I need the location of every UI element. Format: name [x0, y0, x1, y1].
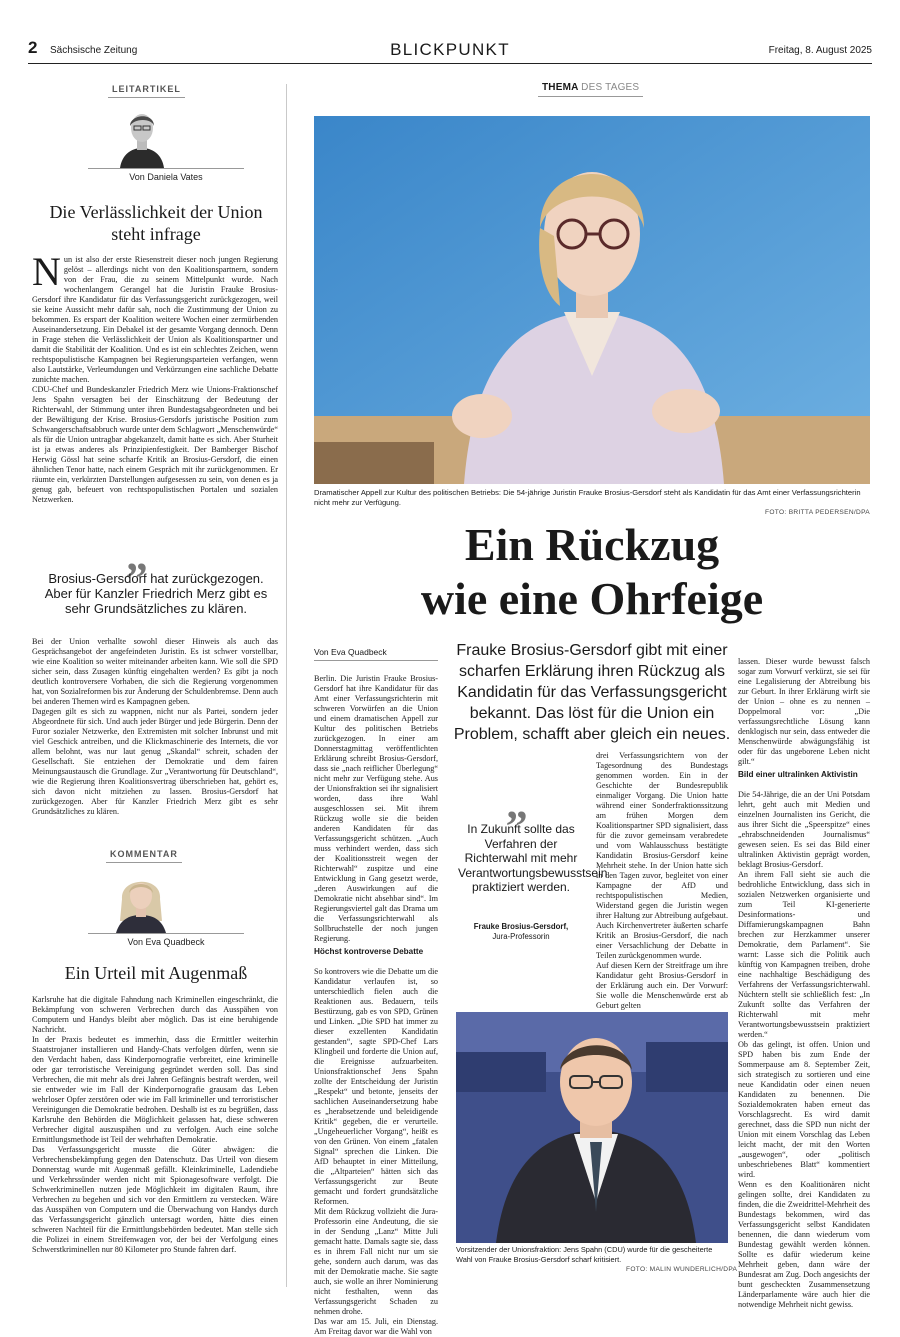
kommentar-kicker: KOMMENTAR	[106, 849, 182, 863]
spahn-photo-credit: FOTO: MALIN WUNDERLICH/DPA	[626, 1266, 738, 1273]
article-column-2: drei Verfassungsrichtern von der Tagesordnung des Bundestags genommen worden. Ein in der Geschichte der Bundesrepublik einmaliger Vorgang. Die Union hatte während einer Sonderfraktionssitzung am frühen Morgen dem Koalitionspartner SPD signalisiert, dass für die zuvor gemeinsam verabredete und vom Wahlausschuss bestätigte Kandidatin Brosius-Gersdorf keine Mehrheit stehe. In der Union hatte sich in den Tagen zuvor, begleitet von einer Kampagne der AfD und rechtspopulistischen Medien, Widerstand gegen die Juristin wegen ihrer Haltung zur Abtreibung aufgebaut. Auch Kirchenvertreter äußerten scharfe Kritik an Brosius-Gersdorf, die nach einer Versachlichung der Debatte in Teilen zurückgenommen wurde. Auf diesen Kern der Streitfrage um ihre Kandidatur geht Brosius-Gersdorf in der Erklärung auch ein. Der Vorwurf: Sie wolle die Menschenwürde erst ab Geburt gelten	[596, 751, 728, 1010]
main-photo-credit: FOTO: BRITTA PEDERSEN/DPA	[765, 509, 870, 516]
thema-kicker-1: THEMA	[542, 82, 579, 93]
article-col1-text-b: So kontrovers wie die Debatte um die Kandidatur verlaufen ist, so unterschiedlich fielen auch die Reaktionen aus. Bedauern, teils Bestürzung, gab es von SPD, Grünen und Linken. „Die SPD hat immer zu dieser exzellenten Kandidatin gestanden“, sagte SPD-Chef Lars Klingbeil und forderte die Union auf, die Ereignisse aufzuarbeiten. Unionsfraktionschef Jens Spahn zollte der Entscheidung der Juristin „Respekt“ und betonte, jenseits der sachlichen Auseinandersetzung habe es „herabsetzende und beleidigende Kritik“ gegeben, die er verurteile. „Ungeheuerlicher Vorgang“, heißt es von den Grünen. Von einem „fatalen Signal“ sprechen die Linken. Die AfD behauptet in einer Mitteilung, die „Altparteien“ hätten sich das Verfassungsgericht zur Beute gemacht und fordert grundsätzliche Reformen. Mit dem Rückzug vollzieht die Jura-Professorin eine Andeutung, die sie in der Sendung „Lanz“ Mitte Juli gemacht hatte. Damals sagte sie, dass es in ihrem Fall nicht nur um sie gehe, sondern auch darum, was das mit der Demokratie mache. Sie sagte auch, sie wolle an ihrer Nominierung nicht festhalten, wenn das Verfassungsgericht Schaden zu nehmen drohe. Das war am 15. Juli, ein Dienstag. Am Freitag davor war die Wahl von	[314, 967, 438, 1336]
article-column-1	[314, 664, 438, 1336]
portrait-rule	[88, 168, 244, 169]
main-headline-line-2: wie eine Ohrfeige	[420, 573, 764, 624]
masthead	[28, 36, 872, 64]
quote-mark-icon: „	[126, 531, 145, 580]
leitartikel-body-1: Nun ist also der erste Riesenstreit dieser noch jungen Regierung gelöst – allerdings nicht von den Koalitionspartnern, sondern von der Frau, die zu seinem Mittelpunkt wurde. Nach wochenlangem Gerangel hat die Juristin Frauke Brosius-Gersdorf ihre Kandidatur für das Verfassungsgericht zurückgezogen, weil sie keine Aussicht mehr dafür sah, noch die Zustimmung der Union zu bekommen. Es erspart der Koalition weitere Wochen einer zermürbenden Auseinandersetzung. Ein Debakel ist der gesamte Vorgang dennoch. Denn in Frage stehen die Verlässlichkeit der Union als Koalitionspartner und damit die Stabilität der Koalition. Und es ist ein schlechtes Zeichen, wenn rechtspopulistische Kampagnen bei Regierungsparteien verfangen, wenn also Lautstärke, Verleumdungen und Verkürzungen eine sachliche Debatte zunichte machen. CDU-Chef und Bundeskanzler Friedrich Merz wie Unions-Fraktionschef Jens Spahn versagten bei der Einschätzung der Bedeutung der Richterwahl, der Stimmung unter ihren Bundestagsabgeordneten und bei der Bewältigung der Krise. Brosius-Gersdorfs juristische Position zum Schwangerschaftsabbruch wurde unter dem Schlagwort „Menschenwürde“ als für die Union untragbar abgekanzelt, damit hatte es sich. Aber Sturheit ist ja etwas anderes als Prinzipienfestigkeit. Der Bamberger Bischof Herwig Gössl hat seine scharfe Kritik an Brosius-Gersdorf, die einen ähnlichen Tenor hatte, nach einem Gespräch mit ihr zurückgenommen. Er räumte ein, verkürzten Darstellungen aufgesessen zu sein, von denen es ja genug gab, befeuert von rechtspopulistischen Portalen und sozialen Netzwerken.	[32, 249, 278, 504]
leitartikel-headline: Die Verlässlichkeit der Union steht infrage	[49, 202, 263, 244]
main-headline	[314, 518, 870, 626]
spahn-photo-caption: Vorsitzender der Unionsfraktion: Jens Spahn (CDU) wurde für die gescheiterte Wahl von Frauke Brosius-Gersdorf scharf kritisiert.	[456, 1245, 713, 1264]
kommentar-body: Karlsruhe hat die digitale Fahndung nach Kriminellen eingeschränkt, die Bekämpfung von schweren Verbrechen durch das Ausspähen von Computern und Handys bleibt aber möglich. Das ist eine beruhigende Nachricht. In der Praxis bedeutet es immerhin, dass die Ermittler weiterhin Staatstrojaner installieren und Handy-Chats verfolgen dürfen, wenn sie den Verdacht haben, dass Kinderpornografie verbreitet, eine kriminelle oder gar terroristische Vereinigung gegründet werden soll. Das sind Verbrechen, die mit mehr als drei Jahren Gefängnis bestraft werden, weil sie entweder wie im Fall der Kinderpornografie grausam das Leben wehrloser Opfer zerstören oder wie im Fall krimineller und terroristischer Vereinigungen die Demokratie bedrohen. Deshalb ist es zu begrüßen, dass Karlsruhe den Behörden die Möglichkeit gelassen hat, diese schweren Verbrecher digital auszuspähen und zu verfolgen. Auch eine solche Ermittlungsmethode ist Teil der wehrhaften Demokratie. Das Verfassungsgericht musste die Güter abwägen: die Verbrechensbekämpfung gegen den Datenschutz. Das Urteil von diesem Donnerstag wurde mit Augenmaß gefällt. Kleinkriminelle, Ladendiebe und Verkehrssünder werden nicht mit Spionagesoftware verfolgt. Die Schwerkriminellen nutzen jede Möglichkeit im digitalen Raum, ihre Verbrechen zu begehen und sich vor den Ermittlern zu verstecken. Wäre das Ausspähen von Computern und die Überwachung von Handys durch das Verfassungsgericht gänzlich untersagt worden, hätte dies einen schweren Nachteil für die Ermittlungsbehörden bedeutet. Man stelle sich die Polizei in einem Streifenwagen vor, der bei der Verfolgung eines Schwerstkriminellen nur 80 Kilometer pro Stunde fahren darf.	[32, 995, 278, 1254]
kommentar-byline: Von Eva Quadbeck	[127, 937, 205, 947]
thema-kicker	[538, 82, 643, 97]
masthead-rule	[28, 63, 872, 64]
leitartikel-pull-quote: Brosius-Gersdorf hat zurückgezogen. Aber für Kanzler Friedrich Merz gibt es sehr Grundsätzliches zu klären.	[44, 571, 268, 616]
leitartikel-body-2: Bei der Union verhallte sowohl dieser Hinweis als auch das Gesprächsangebot der angefeindeten Juristin. Es ist schwer vorstellbar, wie eine Koalition so weiter miteinander arbeiten kann. Wie soll die SPD sicher sein, dass Zusagen künftig eingehalten werden? Es gibt ja noch deutlich kontroversere Vorhaben, die sich die Regierung vorgenommen hat, von Sozialreformen bis zur Änderung der Schuldenbremse. Denn auch bei anderen Themen wird es Kampagnen geben. Dagegen gilt es sich zu wappnen, nicht nur als Partei, sondern jeder Abgeordnete für sich. Und auch jeder Bürger und jede Bürgerin. Denn der Furor sozialer Netzwerke, den Extremisten mit solcher Inbrunst und mit viel Geschick antreiben, und die Klickmaschinerie des Internets, die vor allem belohnt, was nur laut genug „Skandal“ schreit, schaden der Gesellschaft. Sie entziehen der Demokratie und dem fairen Meinungsaustausch die Grundlage. Zur „Verantwortung für Deutschland“, wie die Regierung ihren Koalitionsvertrag überschrieben hat, gehört es, sich davon nicht mitziehen zu lassen. Brosius-Gersdorf hat zurückgezogen. Aber für Kanzler Friedrich Merz gibt es sehr Grundsätzliches zu klären.	[32, 637, 278, 816]
pull-quote-attribution	[458, 922, 584, 942]
main-photo-caption: Dramatischer Appell zur Kultur des politischen Betriebs: Die 54-jährige Juristin Frauke Brosius-Gersdorf steht als Kandidatin für das Amt einer Verfassungsrichterin nicht mehr zur Verfügung.	[314, 488, 861, 507]
article-col3-text-a: lassen. Dieser wurde bewusst falsch sogar zum Vorwurf verkürzt, sie sei für eine Legalisierung der Abtreibung bis zur Geburt. In ihrer Erklärung wirft sie der Union – ohne es zu nennen – Doppelmoral vor: „Die verfassungsrechtliche Lösung kann denklogisch nur sein, dass entweder die Menschenwürde abwägungsfähig ist oder für das ungeborene Leben nicht gilt.“	[738, 657, 870, 766]
issue-date: Freitag, 8. August 2025	[768, 45, 872, 56]
author-portrait-quadbeck	[110, 869, 172, 933]
article-subhead-2: Bild einer ultralinken Aktivistin	[738, 770, 858, 779]
page-number: 2	[28, 38, 38, 57]
column-divider	[286, 84, 287, 1287]
pull-quote-mark-icon: „	[506, 779, 525, 828]
leitartikel-byline: Von Daniela Vates	[129, 172, 203, 182]
main-headline-line-1: Ein Rückzug	[464, 519, 720, 570]
newspaper-name: Sächsische Zeitung	[50, 45, 138, 56]
article-column-3	[738, 647, 870, 1309]
author-portrait-vates	[112, 104, 172, 168]
article-col1-text-a: Berlin. Die Juristin Frauke Brosius-Gersdorf hat ihre Kandidatur für das Amt einer Verfassungsrichterin mit schweren Vorwürfen an die Union und einem dramatischen Appell zur Kultur des politischen Betriebs zurückgezogen. In einer am Donnerstagmittag veröffentlichten Erklärung schreibt Brosius-Gersdorf, dass sie „nach reiflicher Überlegung“ nicht mehr zur Verfügung stehe. Aus der Unionsfraktion sei ihr signalisiert worden, dass ihre Wahl ausgeschlossen sei. Mit ihrem Rückzug wolle sie die beiden anderen Kandidaten für das Verfassungsgericht schützen. „Auch muss verhindert werden, dass sich der Koalitionsstreit wegen der Richterwahl“ zuspitze und eine Entwicklung in Gang gesetzt werde, „deren Auswirkungen auf die Demokratie nicht absehbar sind“. Im Regierungsviertel galt das Drama um die Verfassungsrichterwahl als Sollbruchstelle der noch jungen Regierung.	[314, 674, 438, 943]
thema-kicker-2: DES TAGES	[581, 82, 640, 93]
portrait-rule	[88, 933, 244, 934]
article-byline: Von Eva Quadbeck	[314, 647, 438, 661]
article-deck: Frauke Brosius-Gersdorf gibt mit einer scharfen Erklärung ihren Rückzug als Kandidatin für das Verfassungsgericht bekannt. Das löst für die Union ein Problem, schafft aber gleich ein neues.	[453, 642, 731, 743]
pull-quote-role: Jura-Professorin	[492, 932, 550, 941]
leitartikel-kicker: LEITARTIKEL	[108, 84, 185, 98]
article-col3-text-b: Die 54-Jährige, die an der Uni Potsdam lehrt, geht auch mit Medien und einzelnen Journalisten ins Gericht, die aus ihrer Sicht die „Speerspitze“ eines „ehrabschneidenden Journalismus“ gewesen seien. Es sei das Bild einer ultralinken Aktivistin geprägt worden, beklagt Brosius-Gersdorf. An ihrem Fall sieht sie auch die bedrohliche Entwicklung, dass sich in sozialen Netzwerken organisierte und zum Teil KI-generierte Desinformations- und Diffamierungskampagnen Bahn brechen zur Herzkammer unserer Demokratie, dem Parlament“. Sie warnt: Lasse sich die Politik auch künftig von Kampagnen treiben, drohe eine nachhaltige Beschädigung des Verfahrens der Verfassungsrichterwahl. Nüchtern stellt sie schließlich fest: „In Zukunft sollte das Verfahren der Richterwahl mit mehr Verantwortungsbewusstsein praktiziert werden.“ Ob das gelingt, ist offen. Union und SPD haben bis zum Ende der Sommerpause am 8. September Zeit, sich strategisch zu sortieren und eine neue Kandidatin oder einen neuen Kandidaten zu benennen. Die Sozialdemokraten haben erneut das Vorschlagsrecht. Es wird damit gerechnet, dass die SPD nun nicht der Union mit einem Vorschlag das Leben leicht macht, der mit den Worten „ausgewogen“, oder „politisch unbeschriebenes Blatt“ kommentiert wird. Wenn es den Koalitionären nicht gelingen sollte, drei Kandidaten zu finden, die die Zweidrittel-Mehrheit des Bundestags bekommen, wird das Verfassungsgericht selbst Kandidaten benennen, die dann wiederum vom Bundestag gewählt werden können. Sollte es dafür wiederum keine Mehrheit geben, dann wäre der Bundesrat am Zug. Doch angesichts der bunt gescheckten Zusammensetzung Länderparlamente wäre auch hier die notwendige Mehrheit nicht gewiss.	[738, 790, 870, 1309]
pull-quote-name: Frauke Brosius-Gersdorf,	[473, 922, 569, 931]
spahn-photo	[456, 1012, 728, 1243]
article-subhead-1: Höchst kontroverse Debatte	[314, 947, 424, 956]
pull-quote: In Zukunft sollte das Verfahren der Richterwahl mit mehr Verantwortungsbewusstsein praktiziert werden.	[458, 822, 608, 894]
main-photo	[314, 116, 870, 484]
section-title: BLICKPUNKT	[390, 40, 510, 59]
kommentar-headline: Ein Urteil mit Augenmaß	[64, 963, 248, 983]
